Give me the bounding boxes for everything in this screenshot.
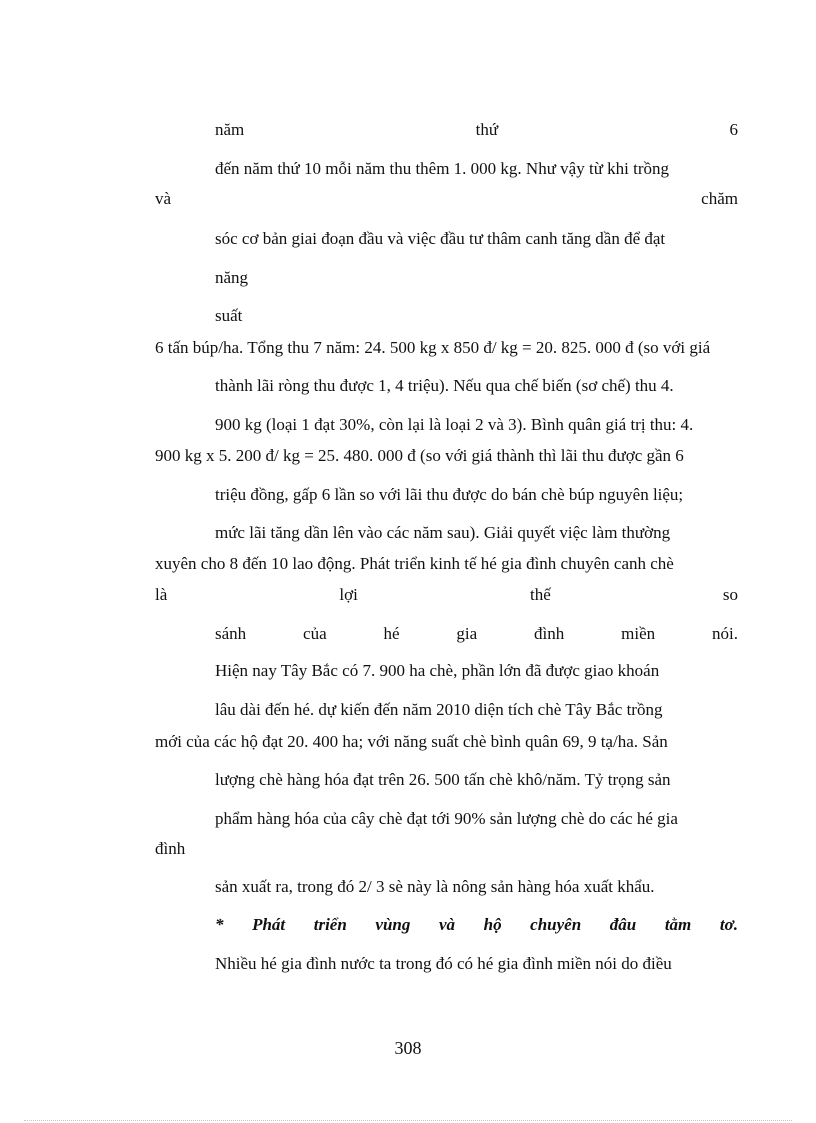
- word: năm: [215, 120, 245, 139]
- word: nói.: [711, 624, 738, 643]
- word: đình: [534, 624, 565, 643]
- text-line-6: suất: [215, 306, 243, 325]
- page-number: 308: [394, 1038, 422, 1058]
- text-line-9: 900 kg (loại 1 đạt 30%, còn lại là loại 2 và 3). Bình quân giá trị thu: 4.: [215, 415, 694, 434]
- word: đâu: [609, 915, 637, 934]
- text-line-5: năng: [215, 268, 249, 287]
- word: hộ: [483, 915, 502, 934]
- word: tơ.: [719, 915, 738, 934]
- word: 6: [729, 120, 738, 139]
- word: Phát: [252, 915, 286, 934]
- word: tằm: [664, 915, 692, 934]
- text-line-24: Nhiều hé gia đình nước ta trong đó có hé gia đình miền nói do điều: [215, 954, 672, 973]
- text-line-15: [215, 624, 738, 644]
- text-line-8: thành lãi ròng thu được 1, 4 triệu). Nếu qua chế biến (sơ chế) thu 4.: [215, 376, 674, 395]
- text-line-4: sóc cơ bản giai đoạn đầu và việc đầu tư thâm canh tăng dần để đạt: [215, 229, 666, 248]
- text-line-14: [155, 585, 738, 605]
- text-line-16: Hiện nay Tây Bắc có 7. 900 ha chè, phần lớn đã được giao khoán: [215, 661, 660, 680]
- text-line-18: mới của các hộ đạt 20. 400 ha; với năng suất chè bình quân 69, 9 tạ/ha. Sản: [155, 732, 668, 751]
- word: vùng: [375, 915, 411, 934]
- text-line-10: 900 kg x 5. 200 đ/ kg = 25. 480. 000 đ (so với giá thành thì lãi thu được gần 6: [155, 446, 684, 465]
- text-line-22: sản xuất ra, trong đó 2/ 3 sè này là nông sản hàng hóa xuất khẩu.: [215, 877, 655, 896]
- page-bottom-divider: [24, 1120, 792, 1121]
- word: lợi: [339, 585, 358, 604]
- word: triển: [313, 915, 347, 934]
- word: chăm: [701, 189, 738, 208]
- word: là: [155, 585, 168, 604]
- text-line-12: mức lãi tăng dần lên vào các năm sau). Giải quyết việc làm thường: [215, 523, 671, 542]
- text-line-20: phẩm hàng hóa của cây chè đạt tới 90% sản lượng chè do các hé gia: [215, 809, 678, 828]
- word: chuyên: [530, 915, 582, 934]
- text-line-13: xuyên cho 8 đến 10 lao động. Phát triển kinh tế hé gia đình chuyên canh chè: [155, 554, 674, 573]
- word: hé: [383, 624, 400, 643]
- text-line-19: lượng chè hàng hóa đạt trên 26. 500 tấn chè khô/năm. Tỷ trọng sản: [215, 770, 671, 789]
- word: miền: [621, 624, 656, 643]
- word: và: [155, 189, 172, 208]
- text-line-11: triệu đồng, gấp 6 lần so với lãi thu được do bán chè búp nguyên liệu;: [215, 485, 684, 504]
- word: thế: [529, 585, 551, 604]
- word: và: [438, 915, 456, 934]
- word: của: [303, 624, 327, 643]
- text-line-1: [215, 120, 738, 140]
- text-line-17: lâu dài đến hé. dự kiến đến năm 2010 diện tích chè Tây Bắc trồng: [215, 700, 663, 719]
- text-line-7: 6 tấn búp/ha. Tổng thu 7 năm: 24. 500 kg x 850 đ/ kg = 20. 825. 000 đ (so với giá: [155, 338, 711, 357]
- word: *: [215, 915, 224, 934]
- word: thứ: [475, 120, 499, 139]
- text-line-3: [155, 189, 738, 209]
- word: so: [722, 585, 738, 604]
- text-line-2: đến năm thứ 10 mỗi năm thu thêm 1. 000 kg. Như vậy từ khi trồng: [215, 159, 670, 178]
- word: gia: [456, 624, 478, 643]
- section-heading: [215, 915, 738, 935]
- word: sánh: [215, 624, 247, 643]
- text-line-21: đình: [155, 839, 186, 858]
